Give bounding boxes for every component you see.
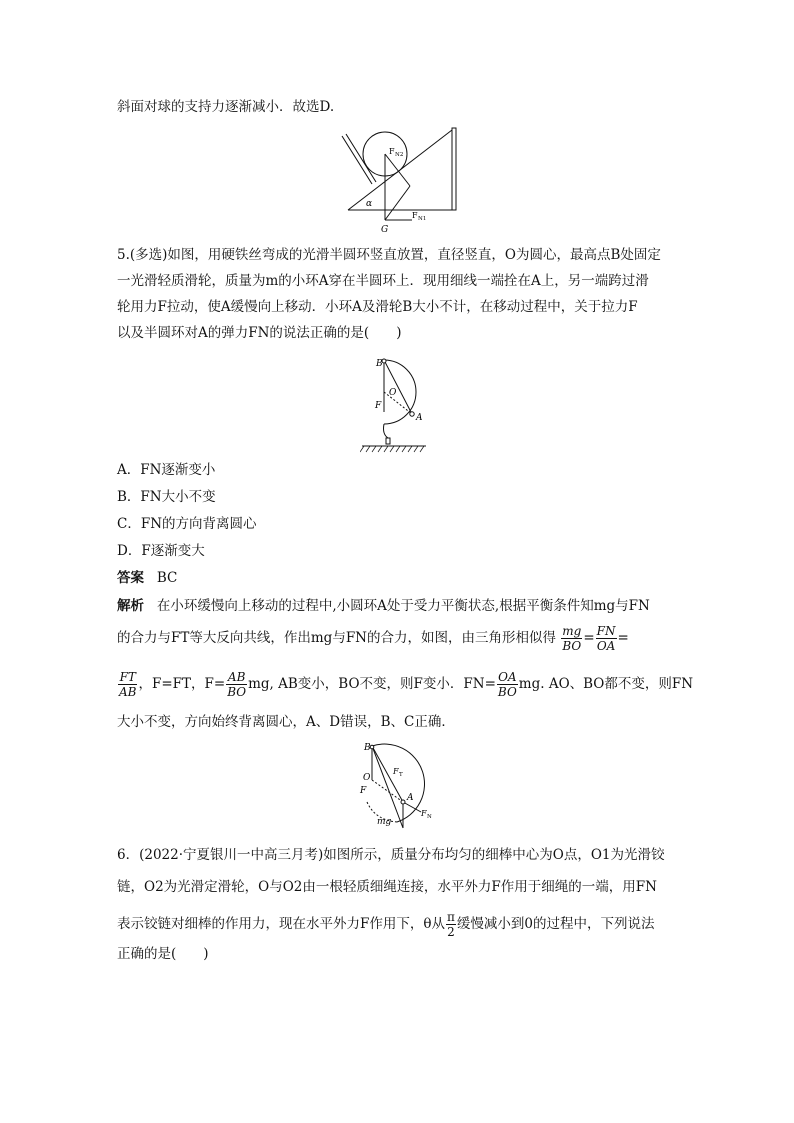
figure-force-triangle bbox=[355, 740, 445, 832]
label-f: F bbox=[375, 401, 382, 411]
analysis-row-1 bbox=[117, 596, 650, 616]
label-fn1: F bbox=[412, 211, 418, 220]
label-alpha: α bbox=[366, 199, 373, 209]
label-o: O bbox=[389, 388, 397, 398]
analysis-line-1: 在小环缓慢向上移动的过程中,小圆环A处于受力平衡状态,根据平衡条件知mg与FN bbox=[156, 598, 650, 614]
label-a: A bbox=[407, 793, 414, 803]
label-mg: mg bbox=[377, 817, 392, 827]
analysis-label: 解析 bbox=[117, 598, 144, 614]
answer-label: 答案 bbox=[117, 570, 144, 586]
q6-line-4: 正确的是( ) bbox=[117, 946, 209, 962]
q5-line-1: 5.(多选)如图，用硬铁丝弯成的光滑半圆环竖直放置，直径竖直，O为圆心，最高点B处固定 bbox=[117, 247, 661, 263]
analysis-line-3b: mg, AB变小，BO不变，则F变小．FN= bbox=[248, 676, 496, 692]
label-g: G bbox=[381, 225, 389, 235]
analysis-row-2: 的合力与FT等大反向共线，作出mg与FN的合力，如图，由三角形相似得 $\frac{mg}{BO}$ = $\frac{FN}{OA}$ = bbox=[117, 624, 629, 653]
label-fn2: F bbox=[389, 147, 395, 156]
q5-line-3: 轮用力F拉动，使A缓慢向上移动．小环A及滑轮B大小不计，在移动过程中，关于拉力F bbox=[117, 299, 638, 315]
intro-text: 斜面对球的支持力逐渐减小．故选D. bbox=[117, 99, 335, 115]
label-ft-sub: T bbox=[399, 772, 403, 778]
answer-row bbox=[117, 568, 177, 588]
figure-semicircle-ring bbox=[360, 352, 440, 454]
figure-ball-incline bbox=[340, 124, 460, 236]
analysis-line-3a: ，F=FT，F= bbox=[138, 676, 226, 692]
q5-line-4: 以及半圆环对A的弹力FN的说法正确的是( ) bbox=[117, 325, 402, 341]
analysis-row-3 bbox=[117, 670, 693, 699]
q6-line-2: 链，O2为光滑定滑轮，O与O2由一根轻质细绳连接，水平外力F作用于细绳的一端，用FN bbox=[117, 879, 657, 895]
option-d: D．F逐渐变大 bbox=[117, 543, 205, 559]
q6-line-1: 6．(2022·宁夏银川一中高三月考)如图所示，质量分布均匀的细棒中心为O点，O1为光滑铰 bbox=[117, 847, 665, 863]
fraction-fn-oa: $\frac{FN}{OA}$ bbox=[596, 624, 616, 653]
label-a: A bbox=[416, 413, 423, 423]
fraction-ft-ab: $\frac{FT}{AB}$ bbox=[119, 670, 137, 699]
label-b: B bbox=[364, 743, 371, 753]
q6-line-3a: 表示铰链对细棒的作用力，现在水平外力F作用下，θ从 bbox=[117, 916, 445, 932]
option-a: A．FN逐渐变小 bbox=[117, 462, 216, 478]
fraction-mg-bo: $\frac{mg}{BO}$ bbox=[562, 624, 582, 653]
q5-line-2: 一光滑轻质滑轮，质量为m的小环A穿在半圆环上．现用细线一端拴在A上，另一端跨过滑 bbox=[117, 273, 649, 289]
label-ft: F bbox=[393, 767, 399, 776]
label-f: F bbox=[360, 786, 367, 796]
option-b: B．FN大小不变 bbox=[117, 489, 216, 505]
label-fn1-sub: N1 bbox=[418, 216, 427, 222]
label-fn: F bbox=[421, 809, 427, 818]
q6-line-3b: 缓慢减小到0的过程中，下列说法 bbox=[456, 916, 655, 932]
fraction-oa-bo: $\frac{OA}{BO}$ bbox=[497, 670, 517, 699]
analysis-line-2: 的合力与FT等大反向共线，作出mg与FN的合力，如图，由三角形相似得 bbox=[117, 630, 556, 646]
analysis-line-3c: mg. AO、BO都不变，则FN bbox=[518, 676, 694, 692]
label-fn2-sub: N2 bbox=[395, 152, 404, 158]
fraction-pi-2: $\frac{\pi}{2}$ bbox=[447, 910, 455, 939]
q6-row-3 bbox=[117, 910, 654, 939]
fraction-ab-bo: $\frac{AB}{BO}$ bbox=[227, 670, 247, 699]
option-c: C．FN的方向背离圆心 bbox=[117, 516, 257, 532]
analysis-line-4: 大小不变，方向始终背离圆心，A、D错误，B、C正确． bbox=[117, 714, 455, 730]
label-fn-sub: N bbox=[427, 814, 432, 820]
label-b: B bbox=[376, 359, 383, 369]
label-o: O bbox=[363, 773, 371, 783]
answer-value: BC bbox=[156, 570, 178, 586]
